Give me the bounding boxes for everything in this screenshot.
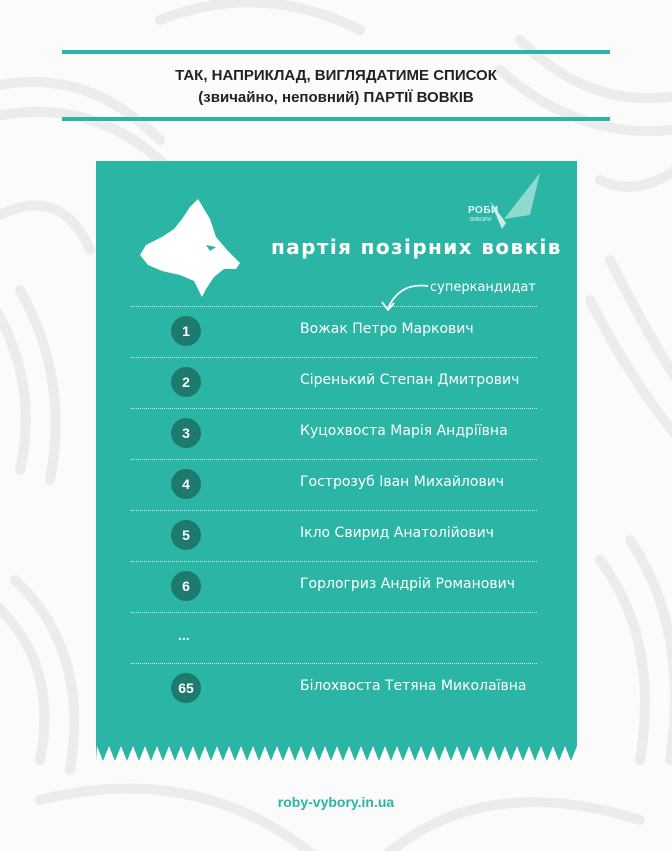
candidate-name: Білохвоста Тетяна Миколаївна — [300, 678, 527, 694]
candidate-number: 6 — [171, 571, 201, 601]
candidate-row-5 — [96, 511, 577, 561]
party-title: партія позірних вовків — [271, 235, 562, 259]
header-line-2: (звичайно, неповний) ПАРТІЇ ВОВКІВ — [198, 89, 474, 106]
candidate-row-6 — [96, 562, 577, 612]
candidate-number: 1 — [171, 316, 201, 346]
checkmark-logo-icon — [468, 171, 542, 235]
candidate-name: Горлогриз Андрій Романович — [300, 576, 515, 592]
candidate-number: 3 — [171, 418, 201, 448]
candidate-row-3 — [96, 409, 577, 459]
candidate-number: 4 — [171, 469, 201, 499]
candidate-name: Гострозуб Іван Михайлович — [300, 474, 505, 490]
candidate-row-4 — [96, 460, 577, 510]
wolf-head-icon — [136, 197, 242, 297]
candidate-name: Куцохвоста Марія Андріївна — [300, 423, 508, 439]
logo-text: РОБИ — [468, 205, 499, 216]
candidate-name: Ікло Свирид Анатолійович — [300, 525, 494, 541]
candidate-row-2 — [96, 358, 577, 408]
footer-url: roby-vybory.in.ua — [277, 794, 395, 810]
candidate-number: 2 — [171, 367, 201, 397]
candidate-row-1 — [96, 307, 577, 357]
logo-subtext: ВИБОРИ — [470, 217, 491, 223]
party-list-card — [96, 161, 577, 761]
candidate-number: 65 — [171, 673, 201, 703]
header-line-1: ТАК, НАПРИКЛАД, ВИГЛЯДАТИМЕ СПИСОК — [175, 67, 497, 84]
row-separator — [131, 612, 537, 613]
supercandidate-label: суперкандидат — [430, 280, 536, 295]
header-rule-bottom — [62, 117, 610, 121]
candidate-number: 5 — [171, 520, 201, 550]
header-rule-top — [62, 50, 610, 54]
candidate-name: Сіренький Степан Дмитрович — [300, 372, 520, 388]
list-ellipsis: ... — [178, 627, 190, 643]
candidate-name: Вожак Петро Маркович — [300, 321, 474, 337]
candidate-row-65 — [96, 664, 577, 714]
